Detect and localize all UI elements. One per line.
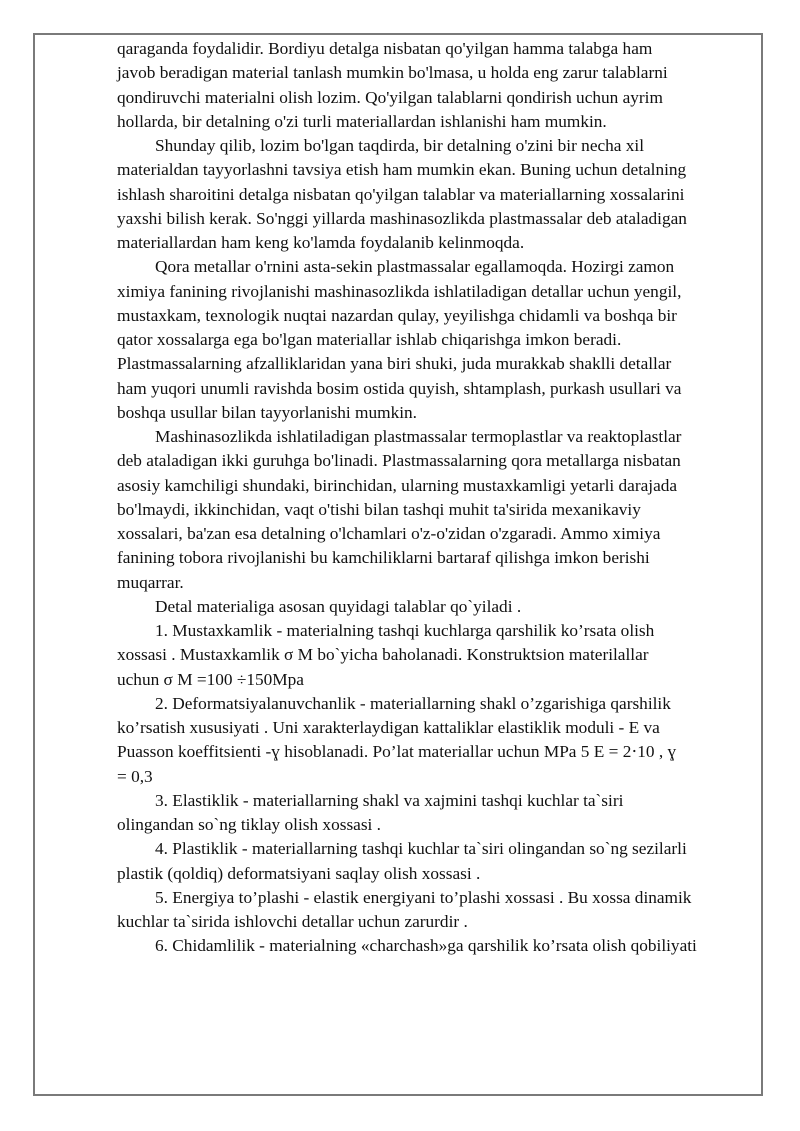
text-line: hollarda, bir detalning o'zi turli materiallardan ishlanishi ham mumkin. <box>117 111 607 131</box>
text-line: 5. Energiya to’plashi - elastik energiyani to’plashi xossasi . Bu xossa dinamik <box>155 887 692 907</box>
text-line: xossalari, ba'zan esa detalning o'lchamlari o'z-o'zidan o'zgaradi. Ammo ximiya <box>117 524 661 543</box>
text-line: 1. Mustaxkamlik - materialning tashqi kuchlarga qarshilik ko’rsata olish <box>155 621 655 640</box>
text-line: muqarrar. <box>117 572 184 592</box>
text-line: Mashinasozlikda ishlatiladigan plastmassalar termoplastlar va reaktoplastlar <box>155 427 682 446</box>
text-line: javob beradigan material tanlash mumkin bo'lmasa, u holda eng zarur talablarni <box>117 63 668 83</box>
text-line: Puasson koeffitsienti -ɣ hisoblanadi. Po’lat materiallar uchun MPa 5 E = 2⋅10 , ɣ <box>117 742 677 762</box>
text-line: ko’rsatish xususiyati . Uni xarakterlaydigan kattaliklar elastiklik moduli - E va <box>117 718 660 737</box>
text-line: 6. Chidamlilik - materialning «charchash»ga qarshilik ko’rsata olish qobiliyati <box>155 936 697 956</box>
text-line: ishlash sharoitini detalga nisbatan qo'yilgan talablar va materiallarning xossalarini <box>117 184 685 204</box>
text-line: kuchlar ta`sirida ishlovchi detallar uchun zarurdir . <box>117 912 468 931</box>
text-line: 2. Deformatsiyalanuvchanlik - materiallarning shakl o’zgarishiga qarshilik <box>155 693 671 713</box>
text-line: bo'lmaydi, ikkinchidan, vaqt o'tishi bilan tashqi muhit ta'sirida mexanikaviy <box>117 499 641 519</box>
text-line: fanining tobora rivojlanishi bu kamchiliklarni bartaraf qilishga imkon berishi <box>117 548 650 568</box>
text-line: Shunday qilib, lozim bo'lgan taqdirda, bir detalning o'zini bir necha xil <box>155 136 645 155</box>
text-line: qator xossalarga ega bo'lgan materiallar ishlab chiqarishga imkon beradi. <box>117 330 622 349</box>
text-line: Plastmassalarning afzalliklaridan yana biri shuki, juda murakkab shaklli detallar <box>117 354 672 374</box>
text-line: asosiy kamchiligi shundaki, birinchidan, ularning mustaxkamligi yetarli darajada <box>117 475 678 495</box>
page-frame <box>33 33 763 1096</box>
text-line: ham yuqori unumli ravishda bosim ostida quyish, shtamplash, purkash usullari va <box>117 378 682 398</box>
text-line: qaraganda foydalidir. Bordiyu detalga nisbatan qo'yilgan hamma talabga ham <box>117 39 653 58</box>
text-line: deb ataladigan ikki guruhga bo'linadi. Plastmassalarning qora metallarga nisbatan <box>117 451 681 471</box>
text-line: materialdan tayyorlashni tavsiya etish ham mumkin ekan. Buning uchun detalning <box>117 160 687 180</box>
text-line: mustaxkam, texnologik nuqtai nazardan qulay, yeyilishga chidamli va boshqa bir <box>117 305 677 325</box>
text-line: = 0,3 <box>117 766 153 786</box>
text-line: uchun σ M =100 ÷150Mpa <box>117 669 304 689</box>
text-line: materiallardan ham keng ko'lamda foydalanib kelinmoqda. <box>117 233 525 252</box>
text-line: yaxshi bilish kerak. So'nggi yillarda mashinasozlikda plastmassalar deb ataladigan <box>117 208 687 228</box>
document-body <box>117 37 745 959</box>
text-line: 3. Elastiklik - materiallarning shakl va xajmini tashqi kuchlar ta`siri <box>155 790 624 810</box>
text-line: plastik (qoldiq) deformatsiyani saqlay olish xossasi . <box>117 863 481 883</box>
text-line: Qora metallar o'rnini asta-sekin plastmassalar egallamoqda. Hozirgi zamon <box>155 257 675 277</box>
text-line: xossasi . Mustaxkamlik σ M bo`yicha baholanadi. Konstruktsion materilallar <box>117 645 649 665</box>
text-line: 4. Plastiklik - materiallarning tashqi kuchlar ta`siri olingandan so`ng sezilarli <box>155 839 687 859</box>
text-line: ximiya fanining rivojlanishi mashinasozlikda ishlatiladigan detallar uchun yengil, <box>117 281 682 301</box>
text-line: boshqa usullar bilan tayyorlanishi mumkin. <box>117 402 417 422</box>
text-line: qondiruvchi materialni olish lozim. Qo'yilgan talablarni qondirish uchun ayrim <box>117 87 663 107</box>
text-line: olingandan so`ng tiklay olish xossasi . <box>117 815 382 834</box>
text-line: Detal materialiga asosan quyidagi talablar qo`yiladi . <box>155 596 522 616</box>
